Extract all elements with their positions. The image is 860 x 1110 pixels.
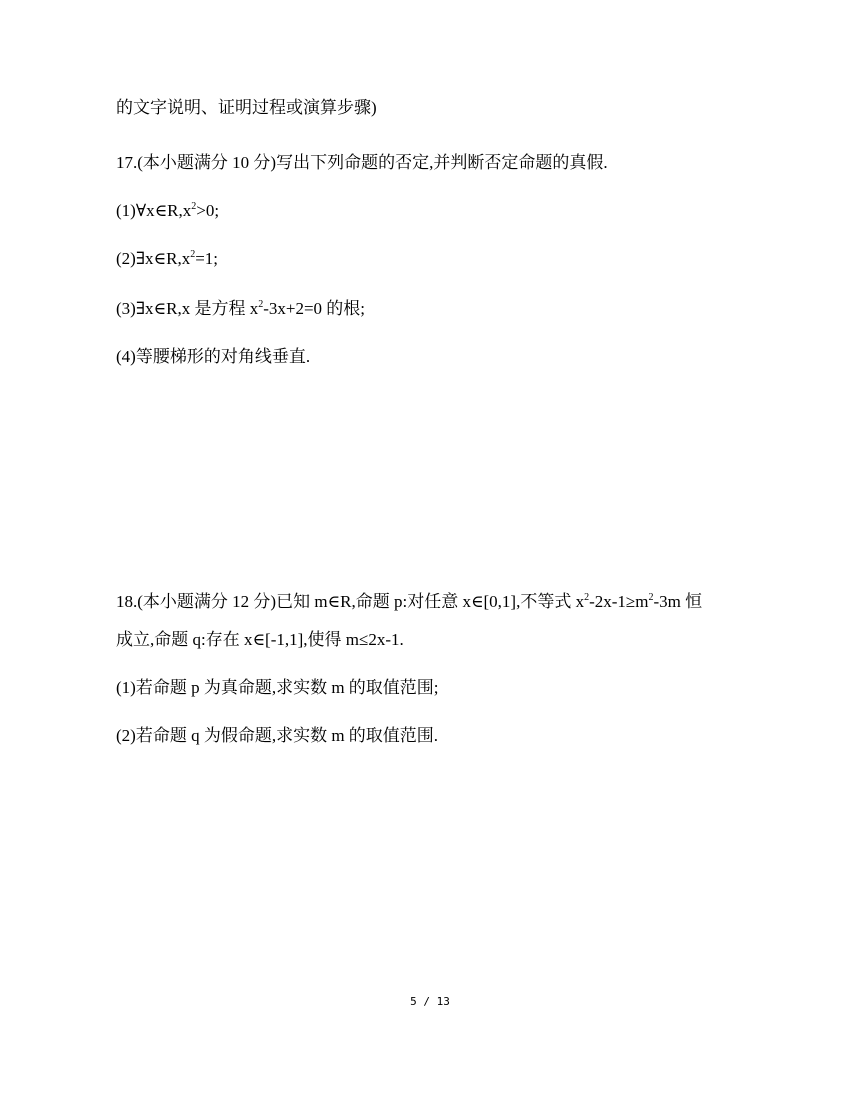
item-text: (1)∀x∈R,x <box>116 201 192 220</box>
question-17-item-3 <box>116 298 365 320</box>
superscript: 2 <box>584 592 590 603</box>
item-text: (3)∃x∈R,x 是方程 x <box>116 299 259 318</box>
intro-text: 的文字说明、证明过程或演算步骤) <box>116 98 377 117</box>
question-17-stem-text: 17.(本小题满分 10 分)写出下列命题的否定,并判断否定命题的真假. <box>116 153 608 172</box>
superscript: 2 <box>648 592 654 603</box>
item-text: (4)等腰梯形的对角线垂直. <box>116 347 311 366</box>
question-17-item-4 <box>116 346 310 368</box>
superscript: 2 <box>258 299 264 310</box>
item-text: -3x+2=0 的根; <box>263 299 366 318</box>
item-text: (2)∃x∈R,x <box>116 249 191 268</box>
question-17-item-1 <box>116 200 219 222</box>
item-text: >0; <box>196 201 220 220</box>
question-17-item-2 <box>116 248 218 270</box>
question-17-stem <box>116 152 608 174</box>
superscript: 2 <box>190 249 196 260</box>
stem-text: 18.(本小题满分 12 分)已知 m∈R,命题 p:对任意 x∈[0,1],不等式 x <box>116 592 585 611</box>
stem-text: 成立,命题 q:存在 x∈[-1,1],使得 m≤2x-1. <box>116 630 404 649</box>
question-18-item-2 <box>116 725 438 747</box>
question-18-stem-line-1 <box>116 591 702 613</box>
stem-text: -3m 恒 <box>653 592 703 611</box>
item-text: (1)若命题 p 为真命题,求实数 m 的取值范围; <box>116 678 439 697</box>
question-18-item-1 <box>116 677 439 699</box>
page-number <box>0 995 860 1008</box>
superscript: 2 <box>191 201 197 212</box>
item-text: =1; <box>195 249 219 268</box>
item-text: (2)若命题 q 为假命题,求实数 m 的取值范围. <box>116 726 439 745</box>
question-18-stem-line-2 <box>116 629 404 651</box>
stem-text: -2x-1≥m <box>589 592 649 611</box>
page-number-text: 5 / 13 <box>410 995 450 1008</box>
intro-line <box>116 97 377 119</box>
